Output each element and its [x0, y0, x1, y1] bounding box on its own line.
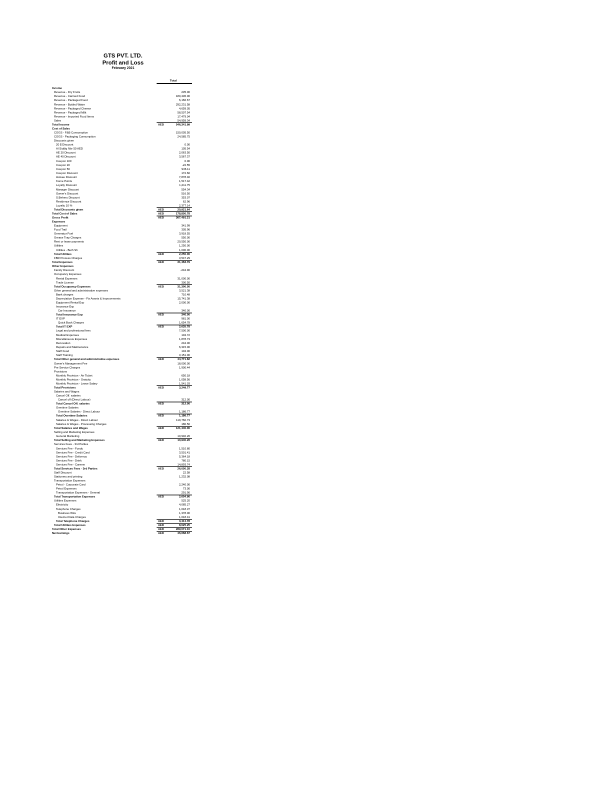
amount: 26,050.28 — [177, 466, 190, 471]
amount: 1,878.73 — [178, 337, 190, 341]
account-label: Trade License — [55, 280, 74, 284]
amount: 3,249.77 — [178, 385, 190, 390]
amount: 3,501.41 — [178, 450, 190, 454]
currency-label: AED — [157, 519, 164, 523]
account-label: Services Fee - Careem — [55, 462, 86, 467]
account-label: AE 20 Discount — [55, 151, 76, 155]
amount: 58,507.54 — [177, 110, 190, 114]
account-label: Transportation Expenses - General — [55, 491, 100, 495]
amount: 0.00 — [184, 159, 190, 163]
account-label: Income — [51, 86, 62, 90]
amount: 1,541.03 — [178, 381, 190, 386]
account-label: Electricity — [55, 503, 69, 507]
amount: 780.15 — [181, 458, 190, 462]
amount: 1,018.37 — [178, 507, 190, 511]
account-label: Total Insurance Exp — [55, 312, 83, 317]
account-label: Repairs and Maintenance — [55, 345, 89, 349]
amount: -244.90 — [180, 268, 190, 272]
account-label: Net Earnings — [51, 531, 70, 535]
amount: 3,567.37 — [178, 155, 190, 159]
amount: 22.58 — [182, 470, 190, 475]
account-label: Services Fee - Drink — [55, 458, 82, 462]
account-label: Total Telephone Charges — [55, 519, 90, 523]
currency-label: AED — [157, 260, 164, 264]
account-label: Total Other general and administrative expenses — [53, 357, 120, 361]
amount: 8,025.25 — [178, 523, 190, 527]
currency-label: AED — [157, 466, 164, 471]
currency-label: AED — [157, 495, 164, 499]
account-label: Miscellaneous Expenses — [55, 337, 88, 341]
currency-label: AED — [157, 122, 164, 127]
column-header-total: Total — [169, 78, 177, 82]
account-label: Total IT EXP — [55, 325, 73, 329]
amount: 312.00 — [181, 397, 190, 402]
account-label: Cancel off (Direct Labour) — [57, 397, 91, 402]
currency-label: AED — [157, 438, 164, 442]
amount: 10,940.26 — [177, 434, 190, 438]
amount: 17,479.04 — [177, 114, 190, 118]
account-label: Provisions — [53, 369, 68, 373]
account-label: Total Provisions — [53, 385, 76, 390]
account-label: Petrol - Corporate Card — [55, 482, 86, 487]
amount: 2,063.50 — [178, 151, 190, 155]
amount: 312.00 — [181, 401, 190, 406]
amount: 546,341.99 — [175, 122, 190, 127]
account-label: FBR Process Charges — [53, 256, 83, 260]
account-label: Revenue - Packaged Cheese — [53, 106, 92, 110]
amount: 550.00 — [181, 236, 190, 240]
account-label: Total Expenses — [51, 260, 73, 264]
account-label: Depreciation Expense - Fix Assets & Improvements — [55, 296, 121, 301]
amount: 3,918.55 — [178, 232, 190, 236]
amount: 244.00 — [181, 341, 190, 345]
currency-label: AED — [157, 357, 164, 361]
report-title: Profit and Loss — [102, 59, 144, 66]
amount: 1,900.44 — [178, 365, 190, 369]
amount: 31,300.50 — [177, 284, 190, 288]
account-label: Salaries and Wages — [53, 389, 80, 394]
account-label: Rental Expenses — [55, 276, 78, 280]
account-label: Occupancy Expenses — [53, 272, 82, 276]
account-label: Monthly Provision - Gratuity — [55, 377, 91, 382]
account-label: Al Siddiq Nbr 50 AED — [55, 147, 83, 151]
account-label: Loyalty Discount — [55, 183, 77, 187]
amount: 2,377.14 — [178, 203, 190, 208]
account-label: Internet Data Charges — [57, 515, 86, 519]
amount: 340.00 — [181, 308, 190, 313]
account-label: Generator Fuel — [53, 232, 74, 236]
currency-label: AED — [157, 312, 164, 317]
account-label: Business Wire — [57, 511, 77, 515]
report-rows — [0, 86, 612, 535]
amount: 2,250.00 — [178, 252, 190, 256]
account-label: Total Occupancy Expenses — [53, 284, 91, 288]
amount: 300.50 — [181, 280, 190, 284]
account-label: Discounts given — [53, 138, 75, 143]
amount: 291.90 — [181, 491, 190, 495]
amount: 4,085.27 — [178, 503, 190, 507]
account-label: Owner's Discount — [55, 191, 79, 195]
amount: 3,151.00 — [178, 353, 190, 357]
amount: 24,585.75 — [177, 134, 190, 139]
account-label: Insurance Exp — [55, 304, 75, 309]
amount: 650.18 — [181, 373, 190, 377]
account-label: COGS - F&B Consumption — [53, 130, 88, 135]
account-label: Equipment — [53, 223, 68, 228]
account-label: Services Fee - Credit Card — [55, 450, 90, 454]
amount: 180,436.00 — [175, 94, 190, 98]
account-label: Total Cancel Off. salaries — [55, 401, 90, 406]
account-label: Total Transportation Expenses — [53, 495, 96, 499]
account-label: Coupon 20 — [55, 163, 70, 167]
total-row — [0, 531, 612, 535]
amount: 104.72 — [181, 333, 190, 337]
amount: 150,005.50 — [175, 130, 190, 135]
amount: 516.50 — [181, 191, 190, 195]
account-label: Services Fee - Deliveroo — [55, 454, 88, 458]
account-label: Total Utilities Expenses — [53, 523, 86, 527]
account-label: Grease Trap Charges — [53, 236, 82, 240]
amount: 121,440.00 — [175, 426, 190, 430]
amount: 104.00 — [181, 349, 190, 353]
column-header-rule — [157, 83, 192, 84]
account-label: Revenue - Imported Food Items — [53, 114, 95, 118]
account-label: Telephone Charges — [55, 507, 81, 511]
account-label: Staff Food — [55, 349, 70, 353]
amount: 289,071.10 — [175, 527, 190, 531]
currency-label: AED — [157, 531, 164, 535]
amount: 2,635.78 — [178, 325, 190, 329]
currency-label: AED — [157, 207, 164, 212]
amount: 119,760.73 — [176, 418, 190, 422]
account-label: Staff Discount — [53, 470, 72, 475]
amount: 5,364.18 — [178, 454, 190, 458]
amount: 180.50 — [181, 422, 190, 426]
account-label: Rent or lease payments — [53, 240, 84, 244]
account-label: Revenue - Dry Fruits — [53, 90, 81, 94]
amount: 1,378.00 — [178, 511, 190, 515]
amount: 7,878.40 — [178, 175, 190, 179]
account-label: S.Beheru Discount — [55, 195, 80, 199]
account-label: Selling and Marketing Expenses — [53, 430, 95, 434]
amount: 1,000.00 — [178, 248, 190, 252]
amount: 46,668.67 — [177, 531, 190, 535]
amount: 936.11 — [181, 167, 190, 171]
account-label: Total Income — [51, 122, 70, 127]
amount: -22.55 — [181, 163, 190, 167]
amount: 554.34 — [181, 187, 190, 191]
account-label: Pre Service Charges — [53, 365, 81, 369]
account-label: Expenses — [51, 219, 66, 224]
account-label: Residence Discount — [55, 199, 82, 203]
amount: 54,959.34 — [177, 118, 190, 123]
account-label: Services Fee - Fondu — [55, 446, 84, 450]
account-label: Family Discount — [53, 268, 75, 272]
account-label: Monthly Provision - Leave Salary — [55, 381, 98, 386]
account-label: Total Overtime Salaries — [55, 414, 88, 418]
account-label: Gross Profit — [51, 215, 69, 220]
amount: 62.96 — [182, 199, 190, 203]
account-label: Quick Book Charges — [57, 321, 84, 325]
account-label: AE 40 Discount — [55, 155, 76, 159]
amount: 1,510.80 — [178, 446, 190, 450]
amount: 525.20 — [181, 499, 190, 503]
account-label: Coupon 50 — [55, 167, 70, 171]
account-label: Staff Training — [55, 353, 73, 357]
report-period: February 2021 — [111, 66, 135, 70]
account-label: Revenue - Canned Food — [53, 94, 86, 98]
account-label: Total Services Fees - 3rd Parties — [53, 466, 98, 471]
account-label: Total Other Expenses — [51, 527, 81, 531]
amount: 6,166.67 — [178, 98, 190, 102]
amount: 235.00 — [181, 90, 190, 94]
currency-label: AED — [157, 401, 164, 406]
account-label: Loyalty 10 % — [55, 203, 73, 208]
account-label: Cancel Off. salaries — [55, 393, 81, 398]
account-label: Owner's Management Fee — [53, 361, 88, 365]
account-label: Equipment Rental Exp — [55, 300, 85, 305]
amount: 3,521.38 — [178, 288, 190, 293]
account-label: Other Expenses — [51, 264, 74, 268]
company-name: GTS PVT. LTD. — [103, 52, 143, 59]
account-label: Coupon Discount — [55, 171, 78, 175]
amount: 1,250.00 — [178, 244, 190, 248]
amount: 3,547.29 — [178, 256, 190, 260]
amount: 981.00 — [181, 317, 190, 321]
currency-label: AED — [157, 527, 164, 531]
account-label: Total Salaries and Wages — [53, 426, 88, 430]
amount: 1,186.77 — [178, 414, 190, 418]
currency-label: AED — [157, 426, 164, 430]
amount: 44,771.82 — [177, 357, 190, 361]
account-label: COGS - Packaging Consumption — [53, 134, 96, 139]
amount: 1,654.78 — [178, 321, 190, 325]
currency-label: AED — [157, 215, 164, 220]
amount: 1,211.75 — [179, 183, 190, 187]
account-label: Total Cost of Sales — [51, 211, 78, 216]
amount: 7,500.00 — [178, 329, 190, 333]
currency-label: AED — [157, 284, 164, 288]
account-label: Petrol Expenses — [55, 486, 77, 491]
currency-label: AED — [157, 211, 164, 216]
account-label: Legal and professional fees — [55, 329, 91, 333]
amount: 0.00 — [184, 142, 190, 147]
account-label: Kome Points — [55, 179, 73, 183]
account-label: Total Utilities — [53, 252, 72, 256]
account-label: Transportation Expenses — [53, 478, 86, 483]
amount: 1,058.56 — [178, 377, 190, 382]
account-label: Salaries & Wages - Processing Charges — [55, 422, 107, 426]
amount: 305.96 — [181, 227, 190, 232]
amount: 20,550.00 — [177, 240, 190, 244]
amount: 15,741.38 — [177, 296, 190, 301]
account-label: Overtime Salaries — [55, 406, 79, 410]
amount: 1,018.41 — [178, 515, 190, 519]
amount: 178,850.78 — [175, 211, 190, 216]
account-label: Sales — [53, 118, 62, 123]
currency-label: AED — [157, 414, 164, 418]
account-label: Utilities Expenses — [53, 499, 77, 503]
amount: 105.54 — [181, 147, 190, 151]
amount: 367,491.21 — [175, 215, 190, 220]
account-label: Renovation — [55, 341, 71, 345]
account-label: IT EXP — [55, 317, 65, 321]
account-label: Coupon 100 — [55, 159, 72, 163]
account-label: Medical Expenses — [55, 333, 79, 337]
amount: 1,232.08 — [178, 474, 190, 479]
amount: 31,463.79 — [177, 260, 190, 264]
amount: 2,240.00 — [178, 482, 190, 487]
amount: 3,414.78 — [178, 519, 190, 523]
account-label: Utilities — [53, 244, 64, 248]
account-label: Overtime Salaries - Direct Labour — [57, 410, 101, 414]
amount: 2,604.90 — [178, 495, 190, 499]
currency-label: AED — [157, 523, 164, 527]
amount: 6,315.00 — [178, 345, 190, 349]
amount: 20,921.64 — [177, 207, 190, 212]
currency-label: AED — [157, 325, 164, 329]
amount: 18,000.00 — [177, 361, 190, 365]
account-label: Total Discounts given — [53, 207, 84, 212]
amount: 14,893.74 — [177, 462, 190, 467]
amount: 341.99 — [181, 223, 190, 228]
amount: 172.60 — [181, 171, 190, 175]
account-label: Total Selling and Marketing Expenses — [53, 438, 105, 442]
amount: 710.48 — [181, 292, 190, 297]
account-label: Food Trail — [53, 227, 67, 232]
account-label: Services Fees - 3rd Parties — [53, 442, 89, 446]
currency-label: AED — [157, 252, 164, 256]
account-label: Manager Discount — [55, 187, 79, 191]
account-label: Car Insurance — [57, 308, 76, 313]
currency-label: AED — [157, 385, 164, 390]
amount: 1,186.77 — [178, 410, 190, 414]
account-label: 20 $ Discount — [55, 142, 74, 147]
amount: 292,231.58 — [175, 102, 190, 106]
account-label: Hotsee Discount — [55, 175, 77, 179]
account-label: Utilities - Beth Sh — [55, 248, 78, 252]
amount: 10,940.26 — [177, 438, 190, 442]
amount: 2,000.00 — [178, 300, 190, 305]
amount: 73.00 — [182, 486, 190, 491]
account-label: Revenue - Packaged Milk — [53, 110, 87, 114]
amount: 31,000.00 — [177, 276, 190, 280]
account-label: Bank charges — [55, 292, 74, 297]
account-label: Revenue - Packaged Food — [53, 98, 88, 102]
amount: 353.07 — [181, 195, 190, 199]
amount: 4,659.05 — [178, 106, 190, 110]
account-label: Other general and administrative expenses — [53, 288, 109, 293]
account-label: Cost of Sales — [51, 126, 70, 131]
account-label: Salaries & Wages - Direct Labour — [55, 418, 98, 422]
account-label: Monthly Provision - Air Ticket — [55, 373, 93, 377]
account-label: Revenue - Bottled Water — [53, 102, 85, 106]
account-label: Stationery and printing — [53, 474, 83, 479]
amount: 340.00 — [181, 312, 190, 317]
amount: 1,517.42 — [178, 179, 190, 183]
account-label: General Marketing — [55, 434, 80, 438]
